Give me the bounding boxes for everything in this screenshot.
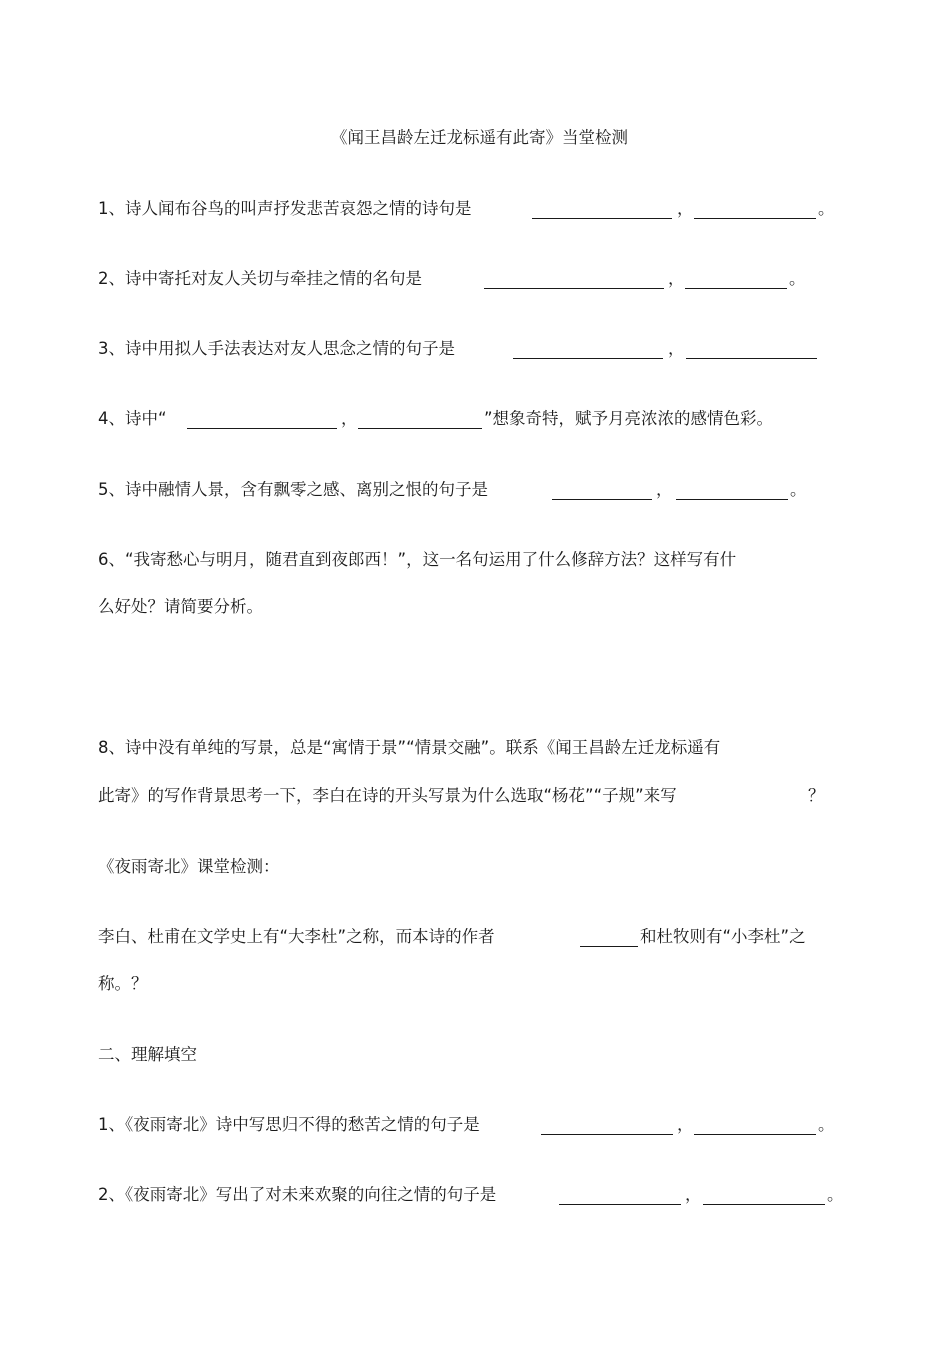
question-8-line-2: 此寄》的写作背景思考一下，李白在诗的开头写景为什么选取“杨花”“子规”来写 (98, 786, 677, 805)
q3-blank-2[interactable] (686, 344, 817, 359)
q1-blank-2[interactable] (694, 204, 816, 219)
q4-blank-2[interactable] (358, 414, 482, 429)
q2-sep: ， (668, 269, 685, 288)
question-6-line-2: 么好处？请简要分析。 (98, 597, 263, 616)
section-2-title: 二、理解填空 (98, 1045, 197, 1064)
fill-suffix: 和杜牧则有“小李杜”之 (640, 927, 806, 946)
p2-blank-2[interactable] (703, 1190, 825, 1205)
section-2-question-2: 2、《夜雨寄北》写出了对未来欢聚的向往之情的句子是 (98, 1185, 497, 1204)
question-5-text: 5、诗中融情人景，含有飘零之感、离别之恨的句子是 (98, 480, 488, 499)
page-title: 《闻王昌龄左迁龙标遥有此寄》当堂检测 (331, 128, 628, 147)
q1-end: 。 (818, 199, 835, 218)
fill-blank[interactable] (580, 932, 638, 947)
q1-sep: ， (677, 199, 694, 218)
fill-line-2: 称。？ (98, 974, 148, 993)
q4-sep: ， (341, 409, 358, 428)
q5-sep: ， (656, 480, 673, 499)
q2-blank-1[interactable] (484, 274, 664, 289)
question-4-suffix: ”想象奇特，赋予月亮浓浓的感情色彩。 (484, 409, 774, 428)
question-8-line-1: 8、诗中没有单纯的写景，总是“寓情于景”“情景交融”。联系《闻王昌龄左迁龙标遥有 (98, 738, 721, 757)
q3-sep: ， (668, 339, 685, 358)
q2-end: 。 (789, 269, 806, 288)
p1-sep: ， (677, 1115, 694, 1134)
section-2-question-1: 1、《夜雨寄北》诗中写思归不得的愁苦之情的句子是 (98, 1115, 480, 1134)
question-8-end: ？ (808, 786, 825, 805)
q3-blank-1[interactable] (513, 344, 663, 359)
section-yeyu-title: 《夜雨寄北》课堂检测： (98, 857, 280, 876)
p1-end: 。 (818, 1115, 835, 1134)
p2-sep: ， (685, 1185, 702, 1204)
q1-blank-1[interactable] (532, 204, 672, 219)
q5-end: 。 (790, 480, 807, 499)
fill-prefix: 李白、杜甫在文学史上有“大李杜”之称，而本诗的作者 (98, 927, 495, 946)
question-1-text: 1、诗人闻布谷鸟的叫声抒发悲苦哀怨之情的诗句是 (98, 199, 472, 218)
q4-blank-1[interactable] (187, 414, 337, 429)
q5-blank-2[interactable] (676, 485, 788, 500)
question-3-text: 3、诗中用拟人手法表达对友人思念之情的句子是 (98, 339, 455, 358)
q5-blank-1[interactable] (552, 485, 652, 500)
q2-blank-2[interactable] (685, 274, 787, 289)
question-2-text: 2、诗中寄托对友人关切与牵挂之情的名句是 (98, 269, 422, 288)
p1-blank-1[interactable] (541, 1120, 673, 1135)
p2-end: 。 (827, 1185, 844, 1204)
p1-blank-2[interactable] (694, 1120, 816, 1135)
p2-blank-1[interactable] (559, 1190, 681, 1205)
question-4-prefix: 4、诗中“ (98, 409, 167, 428)
question-6-line-1: 6、“我寄愁心与明月，随君直到夜郎西！”，这一名句运用了什么修辞方法？这样写有什 (98, 550, 737, 569)
